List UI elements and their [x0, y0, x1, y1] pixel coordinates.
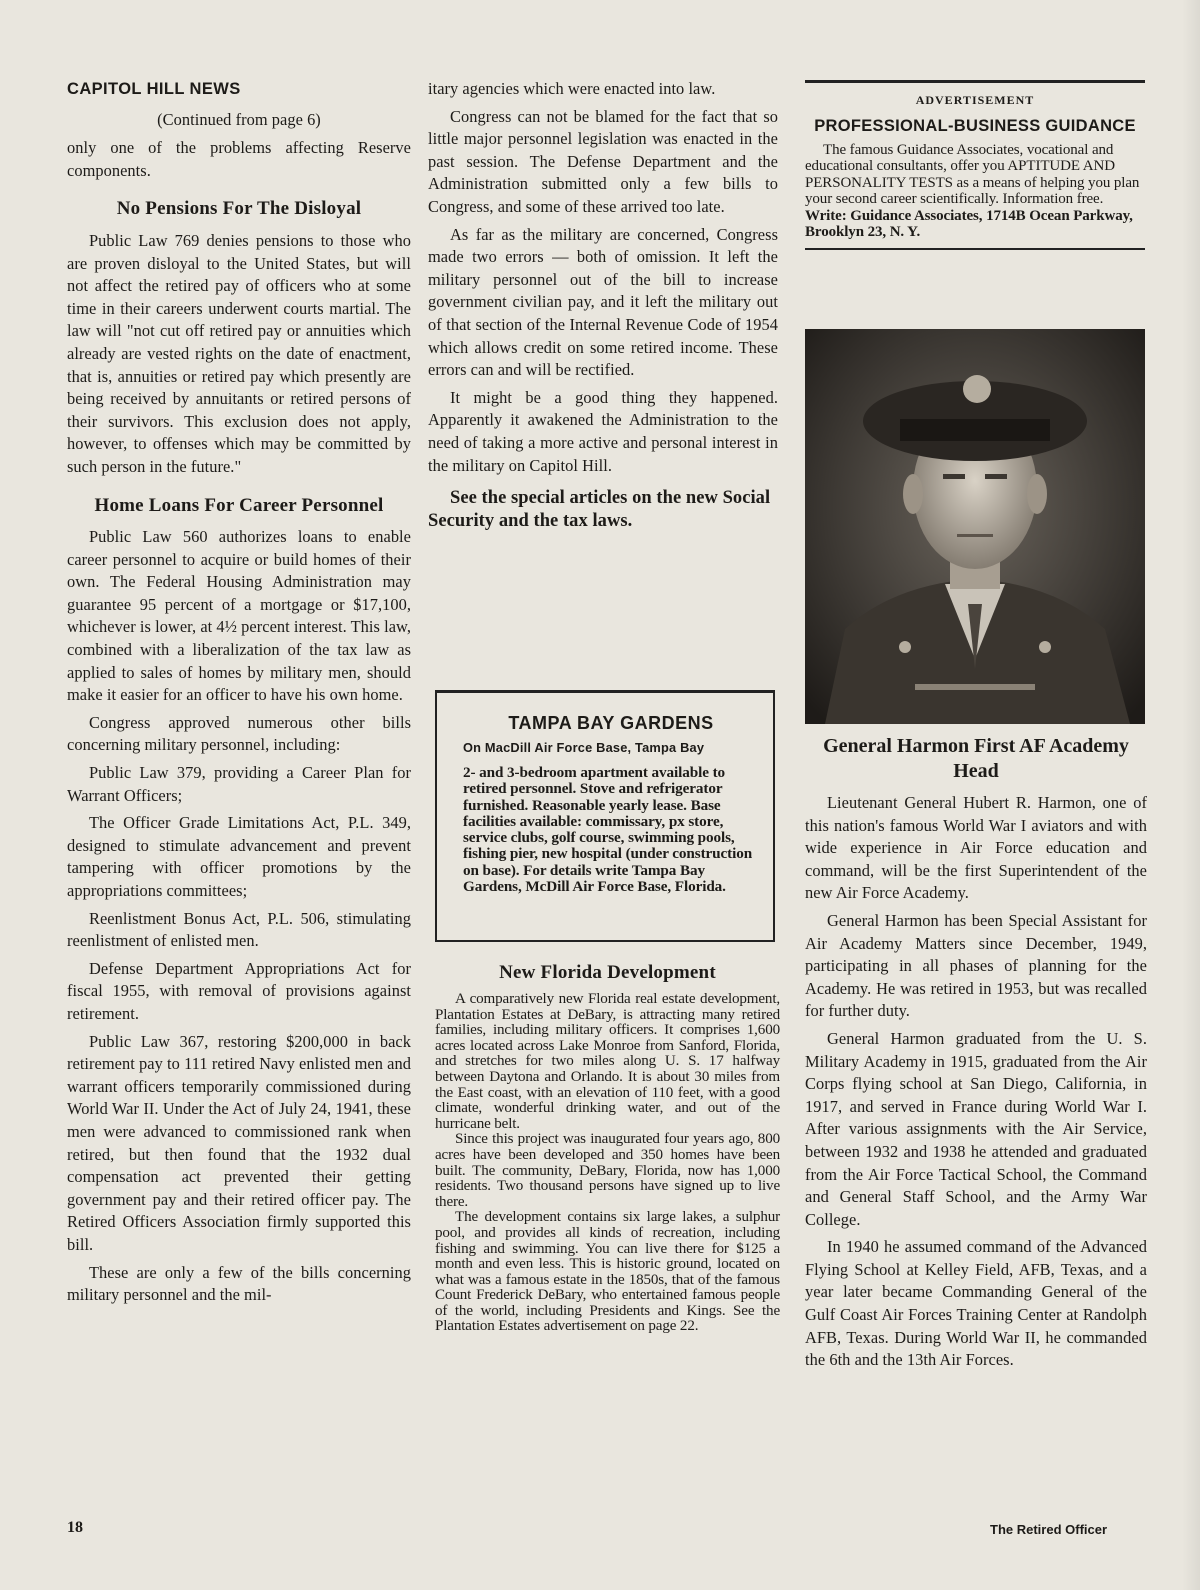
paragraph: It might be a good thing they happened. Apparently it awakened the Administration to the need of taking a more active and personal interest in the military on Capitol Hill.: [428, 387, 778, 475]
special-articles-callout: See the special articles on the new Social Security and the tax laws.: [428, 488, 771, 532]
paragraph: Congress can not be blamed for the fact that so little major personnel legislation was enacted in the past session. The Defense Department and the Administration submitted only a few bills to Congress, and some of these arrived too late.: [428, 106, 778, 216]
paragraph: only one of the problems affecting Reserve components.: [67, 138, 411, 180]
page-number: 18: [67, 1519, 83, 1536]
florida-heading: New Florida Development: [499, 962, 716, 983]
subheading-disloyal: No Pensions For The Disloyal: [116, 198, 362, 220]
paragraph: The development contains six large lakes, a sulphur pool, and provides all kinds of recreation, including fishing and swimming. You can live there for $125 a month and even less. This is historic ground, located on what was a famous estate in the 1850s, that of the famous Count Frederick DeBary, who entertained famous people of the world, including Presidents and Kings. See the Plantation Estates advertisement on page 22.: [435, 1209, 780, 1335]
publication-name: The Retired Officer: [990, 1522, 1108, 1537]
paragraph: These are only a few of the bills concerning military personnel and the mil-: [67, 1262, 411, 1305]
ad-label: ADVERTISEMENT: [915, 93, 1035, 107]
paragraph: Public Law 367, restoring $200,000 in back retirement pay to 111 retired Navy enlisted men and warrant officers temporarily commissioned during World War II. Under the Act of July 24, 1941, these men were advanced to commissioned rank when retired, but then found that the 1932 dual compensation act prevented their getting government pay and their retired officer pay. The Retired Officers Association firmly supported this bill.: [67, 1031, 411, 1254]
ad-contact: Write: Guidance Associates, 1714B Ocean Parkway, Brooklyn 23, N. Y.: [805, 207, 1133, 241]
guidance-ad: [805, 80, 1145, 250]
paragraph: Since this project was inaugurated four years ago, 800 acres have been developed and 350 homes have been built. The community, DeBary, Florida, now has 1,000 residents. Two thousand persons have signed up to live there.: [435, 1131, 780, 1210]
subheading-home-loans: Home Loans For Career Personnel: [94, 494, 384, 516]
paragraph: In 1940 he assumed command of the Advanced Flying School at Kelley Field, AFB, Texas, and a year later became Commanding General of the Gulf Coast Air Forces Training Center at Randolph AFB, Texas. During World War II, he commanded the 6th and the 13th Air Forces.: [805, 1237, 1147, 1370]
general-harmon-portrait-icon: [805, 329, 1145, 724]
paragraph: As far as the military are concerned, Congress made two errors — both of omission. It left the military personnel out of the bill to increase government civilian pay, and it left the military out of that section of the Internal Revenue Code of 1954 which allows credit on some retired income. These errors can and will be rectified.: [428, 224, 778, 380]
photo-caption-heading: General Harmon First AF Academy Head: [823, 735, 1129, 782]
ad-body: The famous Guidance Associates, vocational and educational consultants, offer you APTITUDE AND PERSONALITY TESTS as a means of helping you plan your second career scientifically. Information free. Write: Guidance Associates, 1714B Ocean Parkway, Brooklyn 23, N. Y.: [805, 142, 1140, 241]
florida-article: [435, 962, 780, 1335]
paragraph: Reenlistment Bonus Act, P.L. 506, stimulating reenlistment of enlisted men.: [67, 908, 411, 951]
paragraph: Public Law 769 denies pensions to those who are proven disloyal to the United States, but will not affect the retired pay of officers who at some time in their careers underwent courts martial. The law will "not cut off retired pay or annuities which already are vested rights on the date of enactment, that is, annuities or retired pay which presently are being received by annuitants or retired persons of their survivors. This exclusion does not apply, however, to offenses which may be committed by such person in the future.": [67, 230, 411, 476]
paragraph: itary agencies which were enacted into law.: [428, 79, 716, 98]
harmon-article: [805, 792, 1147, 1372]
paragraph: Public Law 560 authorizes loans to enable career personnel to acquire or build homes of their own. The Federal Housing Administration may guarantee 95 percent of a mortgage or $17,100, whichever is lower, at 4½ percent interest. This law, combined with a liberalization of the tax law as applied to sales of homes by military men, should make it easier for an officer to have his own home.: [67, 527, 411, 705]
tampa-bay-ad: [435, 690, 775, 942]
paragraph: General Harmon graduated from the U. S. Military Academy in 1915, graduated from the Air Corps flying school at San Diego, California, in 1917, and served in France during World War I. After various assignments with the Air Service, between 1932 and 1938 he attended and graduated from the Air Force Tactical School, the Command and General Staff School, and the Army War College.: [805, 1028, 1147, 1229]
paragraph: A comparatively new Florida real estate development, Plantation Estates at DeBary, is attracting many retired families, including military officers. It comprises 1,600 acres located across Lake Monroe from Sanford, Florida, and stretches for two miles along U. S. 17 halfway between Daytona and Orlando. It is about 30 miles from the East coast, with an elevation of 110 feet, with a good climate, wonderful drinking water, and out of the hurricane belt.: [435, 991, 780, 1132]
paragraph: Public Law 379, providing a Career Plan for Warrant Officers;: [67, 763, 411, 805]
paragraph: Lieutenant General Hubert R. Harmon, one of this nation's famous World War I aviators and with wide experience in Air Force education and command, will be the first Superintendent of the new Air Force Academy.: [805, 793, 1147, 903]
paragraph: Congress approved numerous other bills concerning military personnel, including:: [67, 712, 411, 755]
continued-note: (Continued from page 6): [157, 109, 321, 129]
column-1: [67, 78, 411, 1307]
column-2: [428, 78, 778, 533]
ad-body: 2- and 3-bedroom apartment available to retired personnel. Stove and refrigerator furnished. Reasonable yearly lease. Base facilities available: commissary, px store, service clubs, golf course, swimming pools, fishing pier, new hospital (under construction on base). For details write Tampa Bay Gardens, McDill Air Force Base, Florida.: [463, 764, 753, 896]
page-edge-shade: [1182, 0, 1200, 1590]
ad-title: TAMPA BAY GARDENS: [508, 713, 714, 733]
paragraph: General Harmon has been Special Assistant for Air Academy Matters since December, 1949, participating in all phases of planning for the Academy. He was retired in 1953, but was recalled for further duty.: [805, 910, 1147, 1021]
section-kicker: CAPITOL HILL NEWS: [67, 80, 241, 98]
paragraph: Defense Department Appropriations Act for fiscal 1955, with removal of provisions against retirement.: [67, 958, 411, 1023]
ad-heading: PROFESSIONAL-BUSINESS GUIDANCE: [814, 117, 1136, 135]
paragraph: The Officer Grade Limitations Act, P.L. 349, designed to stimulate advancement and prevent tampering with officer promotions by the appropriations committees;: [67, 813, 411, 900]
ad-subtitle: On MacDill Air Force Base, Tampa Bay: [463, 740, 705, 755]
